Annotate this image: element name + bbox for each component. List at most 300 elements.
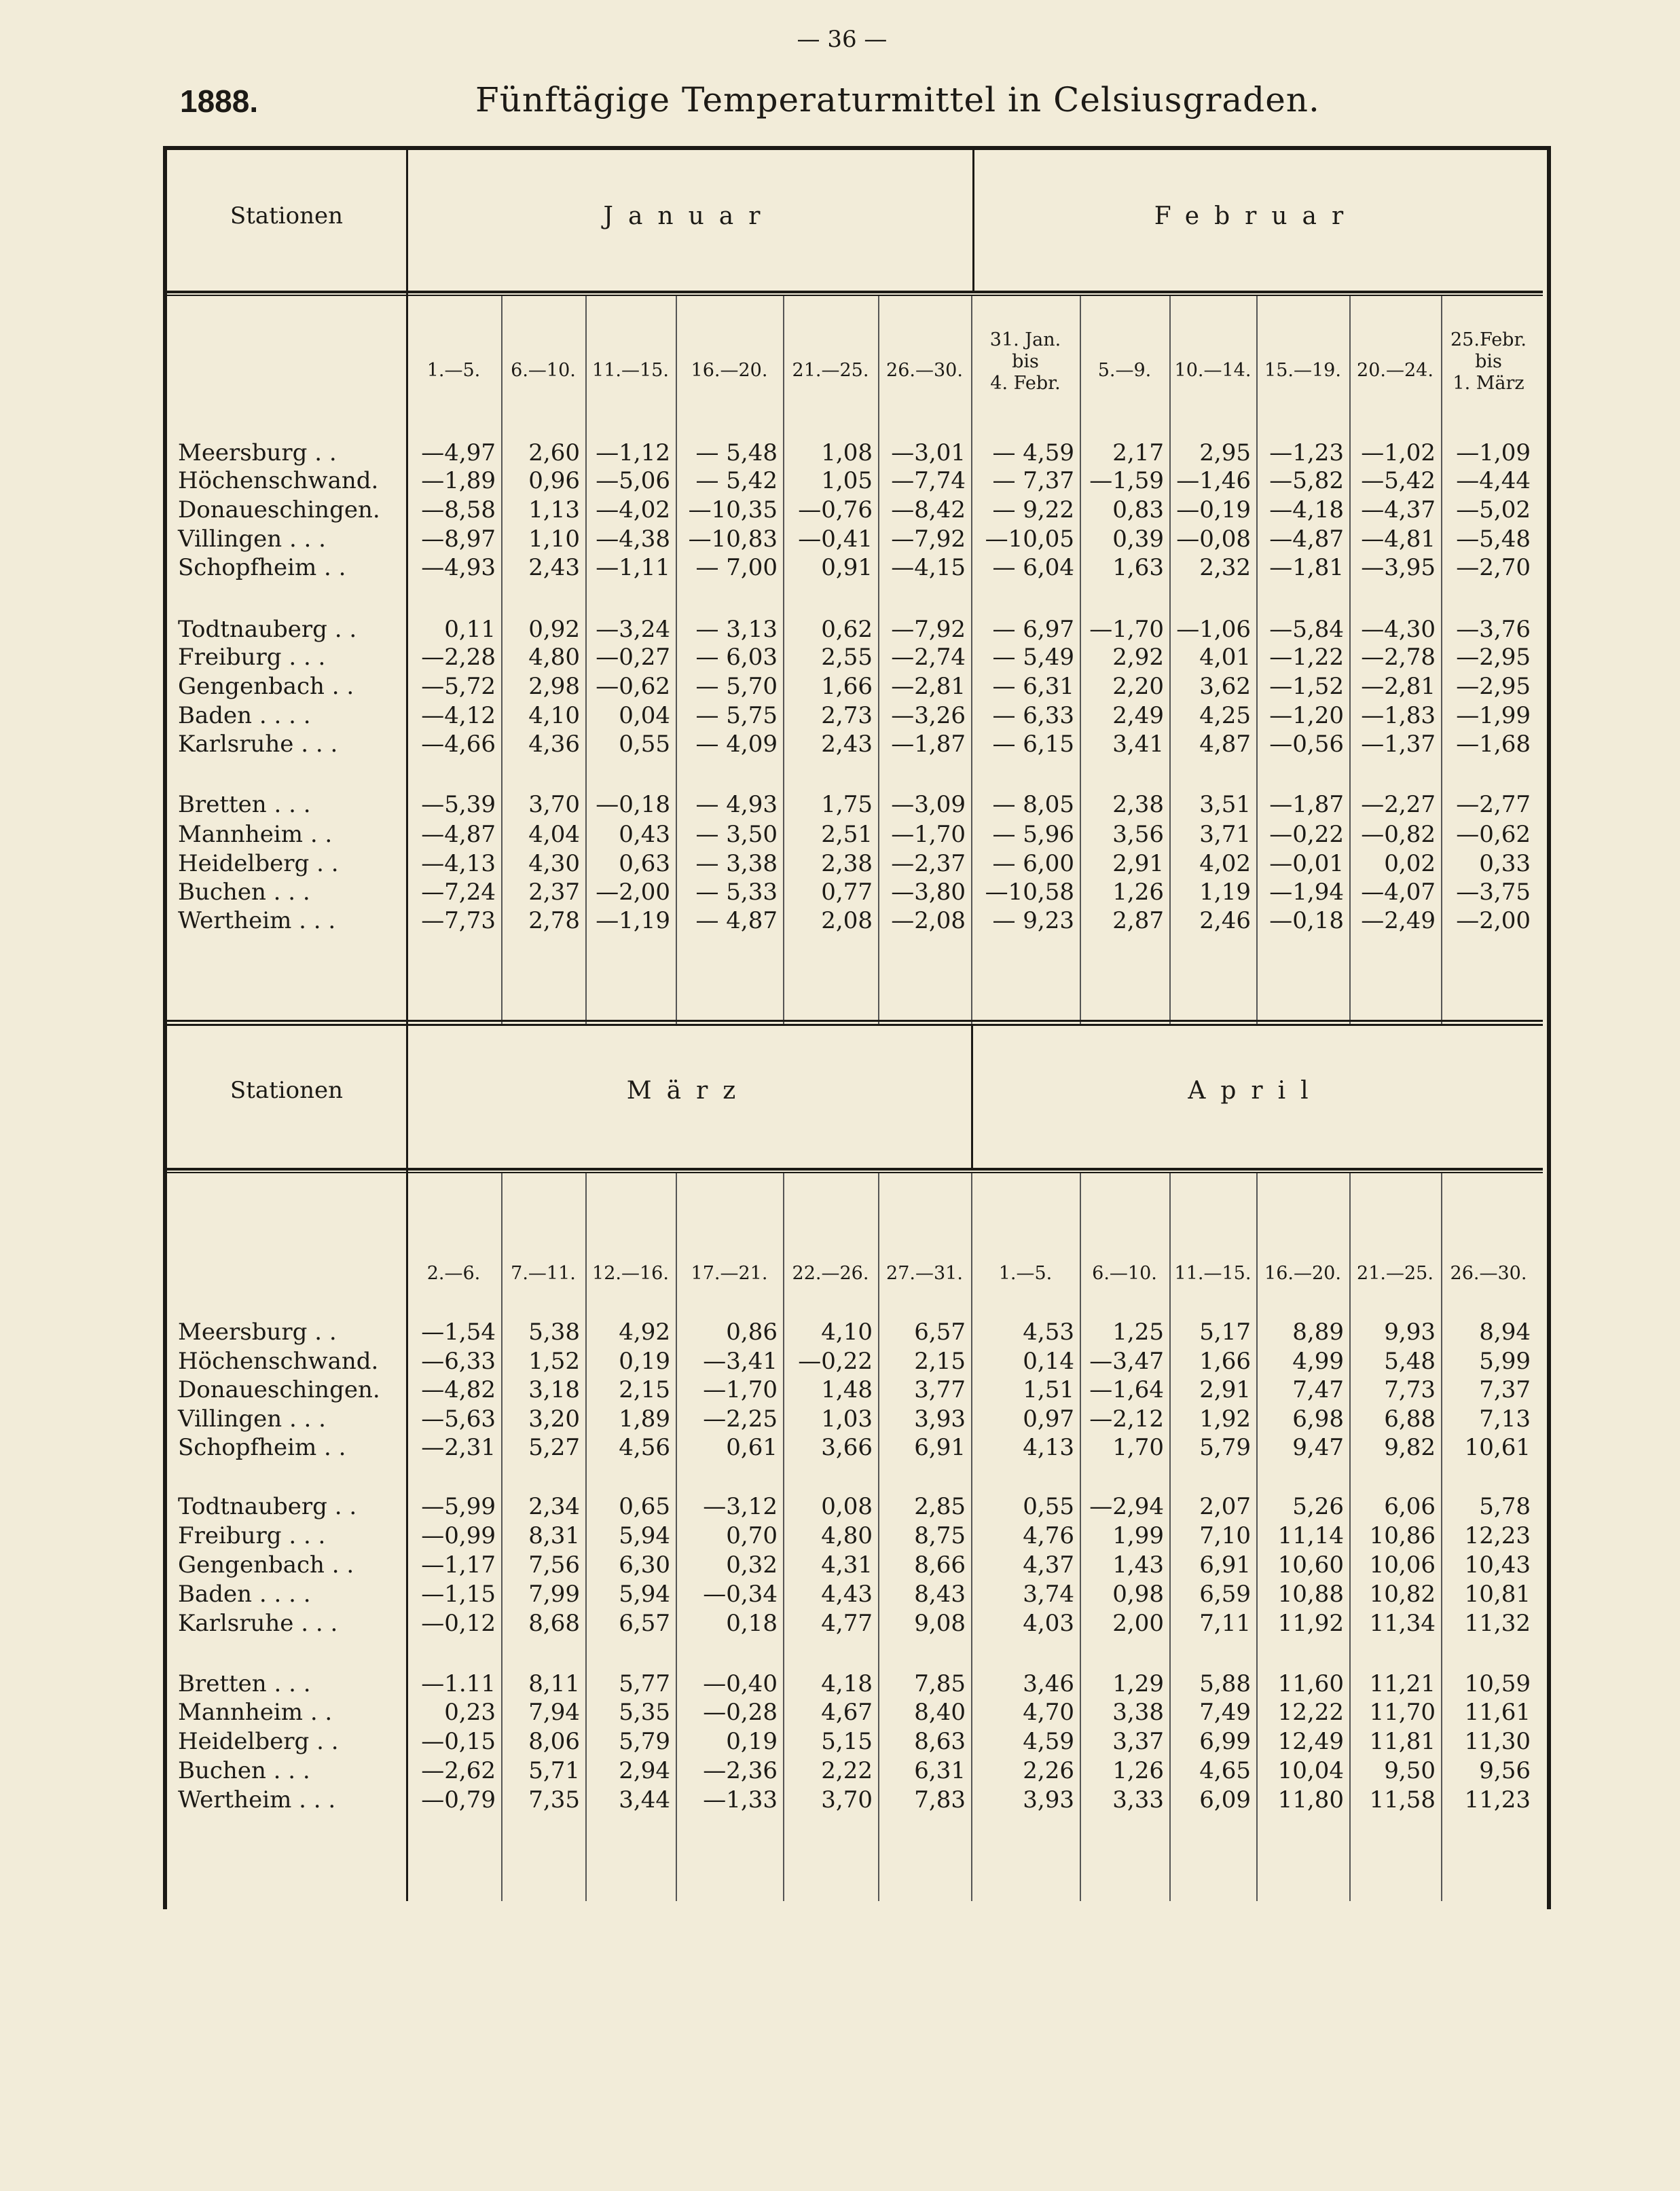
table-cell: 10,43 [1464,1551,1531,1579]
header-rule [167,1172,1543,1173]
table-cell: 4,10 [821,1319,873,1346]
table-cell: 5,79 [619,1728,670,1755]
table-cell: 0,39 [1112,526,1164,553]
period-header: 16.—20. [691,360,768,381]
table-cell: —5,42 [1361,467,1436,494]
period-header: 11.—15. [1174,1263,1252,1284]
table-cell: 0,55 [619,731,670,758]
period-header: 27.—31. [886,1263,963,1284]
table-cell: 8,43 [914,1581,966,1608]
table-cell: 2,08 [821,907,873,934]
table-cell: —1,37 [1361,731,1436,758]
table-cell: 4,80 [821,1522,873,1549]
table-cell: 12,23 [1464,1522,1531,1549]
table-cell: 7,11 [1199,1610,1251,1637]
station-name: Heidelberg . . [178,1728,339,1755]
table-cell: 3,70 [821,1786,873,1813]
table-cell: 4,31 [821,1551,873,1579]
table-cell: 5,88 [1199,1670,1251,1697]
table-cell: 2,95 [1199,439,1251,466]
table-cell: —3,95 [1361,554,1436,581]
table-cell: —4,66 [421,731,496,758]
table-cell: 1,03 [821,1405,873,1433]
table-cell: —4,07 [1361,879,1436,906]
table-cell: —2,00 [1456,907,1531,934]
table-cell: — 5,48 [695,439,778,466]
table-cell: —1,87 [1269,791,1344,818]
table-cell: —3,41 [703,1348,778,1375]
month-header: April [1188,1077,1323,1105]
table-cell: 0,96 [528,467,580,494]
table-cell: 4,18 [821,1670,873,1697]
table-cell: 5,15 [821,1728,873,1755]
table-cell: —10,58 [985,879,1074,906]
table-cell: — 5,75 [695,702,778,729]
header-rule [167,295,1543,296]
period-header: 7.—11. [511,1263,576,1284]
header-rule [167,1168,1543,1171]
table-cell: 8,06 [528,1728,580,1755]
table-cell: —5,72 [421,673,496,700]
table-cell: — 5,42 [695,467,778,494]
table-cell: 7,56 [528,1551,580,1579]
table-cell: 0,63 [619,850,670,877]
table-cell: — 6,31 [992,673,1074,700]
table-cell: 11,60 [1277,1670,1344,1697]
table-cell: 4,59 [1023,1728,1074,1755]
table-cell: 2,55 [821,644,873,671]
table-cell: — 5,70 [695,673,778,700]
table-cell: 3,77 [914,1376,966,1403]
table-cell: 3,56 [1112,821,1164,848]
table-cell: —3,47 [1089,1348,1164,1375]
table-cell: —4,02 [596,496,670,523]
period-header: 16.—20. [1264,1263,1341,1284]
table-cell: — 6,15 [992,731,1074,758]
table-cell: 0,86 [726,1319,778,1346]
station-name: Gengenbach . . [178,1551,354,1579]
table-cell: —5,63 [421,1405,496,1433]
table-cell: 0,97 [1023,1405,1074,1433]
table-cell: —4,13 [421,850,496,877]
period-header: 31. Jan. bis 4. Febr. [989,329,1061,394]
table-cell: 4,02 [1199,850,1251,877]
stations-header: Stationen [230,202,344,229]
table-cell: —1,12 [596,439,670,466]
period-header: 1.—5. [426,360,481,381]
table-cell: 11,34 [1369,1610,1436,1637]
station-name: Wertheim . . . [178,907,336,934]
table-cell: —5,48 [1456,526,1531,553]
table-cell: 3,70 [528,791,580,818]
table-cell: —2,81 [1361,673,1436,700]
table-cell: 3,74 [1023,1581,1074,1608]
table-cell: 2,87 [1112,907,1164,934]
table-cell: 5,94 [619,1581,670,1608]
table-cell: —0,99 [421,1522,496,1549]
table-cell: — 4,09 [695,731,778,758]
table-cell: —8,42 [891,496,966,523]
table-cell: 10,81 [1464,1581,1531,1608]
table-cell: —7,24 [421,879,496,906]
table-cell: 7,49 [1199,1699,1251,1726]
table-cell: —7,92 [891,616,966,643]
table-cell: 1,51 [1023,1376,1074,1403]
table-cell: 2,37 [528,879,580,906]
table-cell: 1,13 [528,496,580,523]
table-cell: —5,02 [1456,496,1531,523]
table-cell: — 7,00 [695,554,778,581]
section-divider [167,1020,1543,1022]
table-cell: 0,32 [726,1551,778,1579]
table-cell: 4,04 [528,821,580,848]
table-cell: —4,37 [1361,496,1436,523]
table-cell: 11,61 [1464,1699,1531,1726]
table-cell: 0,04 [619,702,670,729]
table-cell: 2,60 [528,439,580,466]
period-header: 22.—26. [792,1263,869,1284]
station-name: Todtnauberg . . [178,616,357,643]
table-cell: 2,43 [528,554,580,581]
table-cell: —2,70 [1456,554,1531,581]
table-cell: 2,38 [1112,791,1164,818]
table-cell: 5,79 [1199,1434,1251,1461]
table-cell: 10,86 [1369,1522,1436,1549]
table-cell: —3,09 [891,791,966,818]
table-cell: 1,63 [1112,554,1164,581]
table-cell: 5,48 [1384,1348,1436,1375]
table-cell: 6,31 [914,1757,966,1784]
table-cell: 4,13 [1023,1434,1074,1461]
table-cell: —2,95 [1456,644,1531,671]
period-header: 6.—10. [511,360,576,381]
table-cell: 3,44 [619,1786,670,1813]
table-cell: 0,91 [821,554,873,581]
table-cell: — 3,13 [695,616,778,643]
table-cell: —2,28 [421,644,496,671]
table-cell: —1,52 [1269,673,1344,700]
table-cell: 10,06 [1369,1551,1436,1579]
table-cell: 9,47 [1292,1434,1344,1461]
table-cell: 4,25 [1199,702,1251,729]
table-cell: 2,78 [528,907,580,934]
table-cell: 4,53 [1023,1319,1074,1346]
table-cell: 0,18 [726,1610,778,1637]
table-cell: —4,12 [421,702,496,729]
table-cell: 10,88 [1277,1581,1344,1608]
table-cell: 6,98 [1292,1405,1344,1433]
table-cell: 5,99 [1479,1348,1531,1375]
table-cell: 5,26 [1292,1493,1344,1520]
table-cell: 2,32 [1199,554,1251,581]
table-cell: — 5,49 [992,644,1074,671]
table-cell: 6,99 [1199,1728,1251,1755]
table-cell: 5,38 [528,1319,580,1346]
table-cell: 1,26 [1112,1757,1164,1784]
table-cell: —1,59 [1089,467,1164,494]
table-cell: —5,84 [1269,616,1344,643]
table-cell: —1,11 [596,554,670,581]
table-cell: 2,98 [528,673,580,700]
table-cell: —1,83 [1361,702,1436,729]
table-cell: —1,68 [1456,731,1531,758]
table-cell: 1,66 [1199,1348,1251,1375]
table-cell: 2,91 [1199,1376,1251,1403]
table-cell: 5,78 [1479,1493,1531,1520]
table-cell: 4,87 [1199,731,1251,758]
table-cell: 2,73 [821,702,873,729]
table-cell: — 4,93 [695,791,778,818]
table-cell: —3,76 [1456,616,1531,643]
table-cell: —7,92 [891,526,966,553]
table-cell: 8,63 [914,1728,966,1755]
station-name: Bretten . . . [178,791,311,818]
table-cell: — 9,22 [992,496,1074,523]
table-cell: —1,94 [1269,879,1344,906]
table-cell: —2,77 [1456,791,1531,818]
table-cell: 11,92 [1277,1610,1344,1637]
table-cell: —2,36 [703,1757,778,1784]
table-cell: 2,49 [1112,702,1164,729]
table-cell: —2,49 [1361,907,1436,934]
table-cell: —4,97 [421,439,496,466]
table-cell: —4,93 [421,554,496,581]
table-cell: 11,58 [1369,1786,1436,1813]
table-cell: —0,56 [1269,731,1344,758]
period-header: 15.—19. [1264,360,1341,381]
table-cell: 0,92 [528,616,580,643]
table-cell: —0,28 [703,1699,778,1726]
table-cell: —0,18 [596,791,670,818]
table-cell: 3,62 [1199,673,1251,700]
table-cell: — 6,04 [992,554,1074,581]
table-cell: 2,94 [619,1757,670,1784]
table-cell: —0,62 [596,673,670,700]
table-cell: —2,37 [891,850,966,877]
table-cell: 7,10 [1199,1522,1251,1549]
table-cell: 7,47 [1292,1376,1344,1403]
table-cell: —2,78 [1361,644,1436,671]
table-cell: —1,15 [421,1581,496,1608]
table-cell: 7,99 [528,1581,580,1608]
table-cell: 2,00 [1112,1610,1164,1637]
table-cell: 5,77 [619,1670,670,1697]
table-cell: —2,27 [1361,791,1436,818]
table-cell: 0,08 [821,1493,873,1520]
table-cell: —1,70 [1089,616,1164,643]
table-cell: —4,18 [1269,496,1344,523]
page-number: — 36 — [797,26,888,53]
period-header: 2.—6. [426,1263,481,1284]
table-cell: 10,04 [1277,1757,1344,1784]
table-cell: — 7,37 [992,467,1074,494]
table-cell: 2,91 [1112,850,1164,877]
table-cell: —0,08 [1176,526,1251,553]
table-cell: —10,05 [985,526,1074,553]
table-cell: 3,37 [1112,1728,1164,1755]
table-cell: 6,91 [1199,1551,1251,1579]
table-cell: 6,06 [1384,1493,1436,1520]
table-cell: 3,46 [1023,1670,1074,1697]
table-cell: 0,19 [619,1348,670,1375]
station-name: Freiburg . . . [178,644,326,671]
table-cell: —2,00 [596,879,670,906]
table-cell: 3,93 [914,1405,966,1433]
table-cell: —1.11 [421,1670,496,1697]
table-cell: —1,46 [1176,467,1251,494]
table-cell: — 9,23 [992,907,1074,934]
table-cell: 4,10 [528,702,580,729]
table-cell: — 6,00 [992,850,1074,877]
period-header: 26.—30. [886,360,963,381]
table-cell: 0,33 [1479,850,1531,877]
table-cell: — 5,96 [992,821,1074,848]
table-cell: —4,15 [891,554,966,581]
table-cell: —8,97 [421,526,496,553]
table-cell: 8,40 [914,1699,966,1726]
period-header: 6.—10. [1092,1263,1157,1284]
table-cell: —5,99 [421,1493,496,1520]
section-divider [167,1024,1543,1026]
table-cell: —4,82 [421,1376,496,1403]
month-header: März [626,1077,751,1105]
table-cell: 4,92 [619,1319,670,1346]
table-cell: 9,82 [1384,1434,1436,1461]
station-name: Donaueschingen. [178,1376,380,1403]
table-cell: —10,83 [688,526,778,553]
table-cell: 3,66 [821,1434,873,1461]
table-cell: 2,51 [821,821,873,848]
table-cell: 0,61 [726,1434,778,1461]
table-cell: 4,67 [821,1699,873,1726]
table-cell: 0,43 [619,821,670,848]
table-cell: 3,18 [528,1376,580,1403]
table-cell: 8,75 [914,1522,966,1549]
table-cell: —0,22 [1269,821,1344,848]
table-cell: —3,26 [891,702,966,729]
table-cell: — 8,05 [992,791,1074,818]
table-cell: 8,94 [1479,1319,1531,1346]
table-cell: 3,33 [1112,1786,1164,1813]
table-cell: 7,35 [528,1786,580,1813]
table-cell: 1,52 [528,1348,580,1375]
table-cell: 0,11 [444,616,496,643]
station-name: Gengenbach . . [178,673,354,700]
table-cell: 6,09 [1199,1786,1251,1813]
table-cell: —8,58 [421,496,496,523]
stations-header: Stationen [230,1077,344,1104]
table-cell: 11,32 [1464,1610,1531,1637]
table-cell: 7,37 [1479,1376,1531,1403]
table-cell: —3,01 [891,439,966,466]
table-cell: —2,74 [891,644,966,671]
station-name: Mannheim . . [178,821,333,848]
table-cell: 11,81 [1369,1728,1436,1755]
table-cell: —1,89 [421,467,496,494]
table-cell: 1,99 [1112,1522,1164,1549]
table-cell: 2,20 [1112,673,1164,700]
header-rule [167,291,1543,293]
table-cell: 11,21 [1369,1670,1436,1697]
table-cell: —1,20 [1269,702,1344,729]
table-cell: 4,01 [1199,644,1251,671]
table-cell: 3,41 [1112,731,1164,758]
table-cell: 5,71 [528,1757,580,1784]
month-header: Januar [603,202,775,230]
table-cell: 4,30 [528,850,580,877]
table-cell: —6,33 [421,1348,496,1375]
table-cell: 4,77 [821,1610,873,1637]
table-cell: 8,11 [528,1670,580,1697]
table-cell: 5,27 [528,1434,580,1461]
table-cell: 1,25 [1112,1319,1164,1346]
table-cell: —1,09 [1456,439,1531,466]
table-cell: —0,34 [703,1581,778,1608]
period-header: 10.—14. [1174,360,1252,381]
table-cell: — 4,87 [695,907,778,934]
table-cell: —3,12 [703,1493,778,1520]
table-cell: 7,73 [1384,1376,1436,1403]
period-header: 25.Febr. bis 1. März [1450,329,1527,394]
station-name: Karlsruhe . . . [178,731,338,758]
table-cell: 1,10 [528,526,580,553]
table-cell: 6,57 [914,1319,966,1346]
table-cell: 11,30 [1464,1728,1531,1755]
table-cell: —4,81 [1361,526,1436,553]
table-cell: —2,62 [421,1757,496,1784]
table-cell: 7,83 [914,1786,966,1813]
table-cell: —7,73 [421,907,496,934]
table-cell: 12,22 [1277,1699,1344,1726]
table-cell: —4,30 [1361,616,1436,643]
period-header: 21.—25. [792,360,869,381]
table-cell: 1,70 [1112,1434,1164,1461]
table-cell: 10,82 [1369,1581,1436,1608]
period-header: 11.—15. [592,360,669,381]
table-cell: 0,02 [1384,850,1436,877]
table-cell: —0,12 [421,1610,496,1637]
table-cell: —1,02 [1361,439,1436,466]
station-name: Mannheim . . [178,1699,333,1726]
table-cell: 3,71 [1199,821,1251,848]
table-cell: 6,59 [1199,1581,1251,1608]
table-cell: —1,70 [891,821,966,848]
table-cell: 2,07 [1199,1493,1251,1520]
table-cell: 1,43 [1112,1551,1164,1579]
table-cell: —0,76 [798,496,873,523]
table-cell: 1,08 [821,439,873,466]
table-cell: —3,75 [1456,879,1531,906]
table-cell: — 4,59 [992,439,1074,466]
table-cell: 2,85 [914,1493,966,1520]
table-cell: 1,05 [821,467,873,494]
table-cell: 4,99 [1292,1348,1344,1375]
table-cell: —0,82 [1361,821,1436,848]
table-cell: —2,31 [421,1434,496,1461]
table-cell: 1,29 [1112,1670,1164,1697]
table-cell: 1,66 [821,673,873,700]
table-cell: —7,74 [891,467,966,494]
table-cell: 10,60 [1277,1551,1344,1579]
table-cell: 12,49 [1277,1728,1344,1755]
table-cell: 7,94 [528,1699,580,1726]
table-cell: 11,70 [1369,1699,1436,1726]
table-cell: 6,91 [914,1434,966,1461]
period-header: 26.—30. [1450,1263,1527,1284]
table-cell: 0,62 [821,616,873,643]
table-cell: —5,39 [421,791,496,818]
table-cell: 8,66 [914,1551,966,1579]
